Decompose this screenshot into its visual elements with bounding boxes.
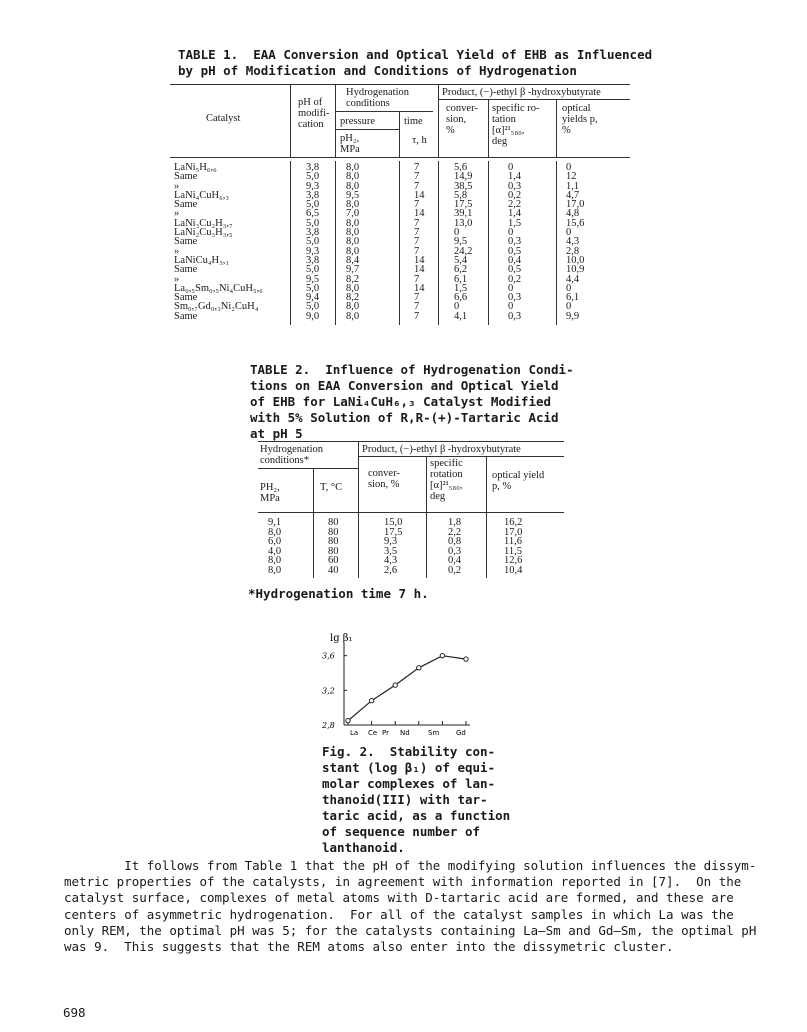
y-tick-label: 3,2 xyxy=(322,686,335,696)
value-cell: 8,0 xyxy=(268,555,282,566)
data-point xyxy=(417,666,421,670)
value-cell: 7,0 xyxy=(346,208,360,220)
catalyst-cell: » xyxy=(174,273,180,285)
value-cell: 7 xyxy=(414,199,420,211)
table1 xyxy=(170,84,630,158)
t2-header-hydrogenation: Hydrogenation conditions* xyxy=(260,444,323,466)
t1-col-rule xyxy=(556,161,557,325)
value-cell: 8,0 xyxy=(346,199,360,211)
catalyst-cell: Same xyxy=(174,171,198,183)
value-cell: 3,8 xyxy=(306,189,320,201)
data-point xyxy=(440,653,444,657)
value-cell: 5,0 xyxy=(306,199,320,211)
value-cell: 5,0 xyxy=(306,282,320,294)
table1-caption: TABLE 1. EAA Conversion and Optical Yield of EHB as Influenced by pH of Modification and Conditions of Hydrogenation xyxy=(178,47,653,78)
value-cell: 4,3 xyxy=(384,555,398,566)
value-cell: 0,3 xyxy=(508,236,522,248)
value-cell: 17,5 xyxy=(454,199,473,211)
table1-header xyxy=(170,84,630,158)
value-cell: 6,5 xyxy=(306,208,320,220)
value-cell: 5,0 xyxy=(306,264,320,276)
value-cell: 0 xyxy=(508,301,514,313)
x-tick-label: Ce xyxy=(368,729,378,737)
x-tick-label: Sm xyxy=(428,729,440,737)
value-cell: 9,0 xyxy=(306,310,320,322)
value-cell: 4,1 xyxy=(454,310,468,322)
value-cell: 9,3 xyxy=(306,180,320,192)
value-cell: 9,1 xyxy=(268,517,282,528)
catalyst-cell: » xyxy=(174,180,180,192)
value-cell: 9,3 xyxy=(384,536,398,547)
table2 xyxy=(258,441,564,513)
value-cell: 1,4 xyxy=(508,208,522,220)
value-cell: 0 xyxy=(566,282,572,294)
series-line xyxy=(348,656,466,721)
value-cell: 14 xyxy=(414,254,425,266)
x-tick-label: La xyxy=(350,729,359,737)
value-cell: 6,1 xyxy=(454,273,468,285)
value-cell: 17,0 xyxy=(504,526,523,538)
value-cell: 80 xyxy=(328,536,339,547)
value-cell: 9,5 xyxy=(346,189,360,201)
value-cell: 0,3 xyxy=(508,180,522,192)
value-cell: 0 xyxy=(454,301,460,313)
figure-caption: Fig. 2. Stability con- stant (log β₁) of equi- molar complexes of lan- thanoid(III) with tar- taric acid, as a function of sequence number of lanthanoid. xyxy=(322,744,511,855)
value-cell: 7 xyxy=(414,310,420,322)
value-cell: 5,0 xyxy=(306,236,320,248)
value-cell: 1,5 xyxy=(508,217,522,229)
value-cell: 6,0 xyxy=(268,536,282,547)
value-cell: 0,4 xyxy=(508,254,522,266)
value-cell: 0 xyxy=(566,227,572,239)
value-cell: 38,5 xyxy=(454,180,473,192)
value-cell: 14,9 xyxy=(454,171,473,183)
value-cell: 40 xyxy=(328,564,339,576)
value-cell: 4,4 xyxy=(566,273,580,285)
value-cell: 14 xyxy=(414,264,425,276)
x-tick-label: Pr xyxy=(382,729,389,737)
header-rotation: specific ro- tation [α]²¹₅₈₀, deg xyxy=(492,103,540,147)
value-cell: 7 xyxy=(414,236,420,248)
header-product: Product, (−)-ethyl β -hydroxybutyrate xyxy=(442,87,601,98)
value-cell: 11,6 xyxy=(504,536,522,547)
t2-col-rule xyxy=(313,512,314,578)
table2-footnote: *Hydrogenation time 7 h. xyxy=(248,586,429,601)
value-cell: 3,8 xyxy=(306,254,320,266)
value-cell: 4,8 xyxy=(566,208,580,220)
value-cell: 8,0 xyxy=(346,227,360,239)
value-cell: 0 xyxy=(508,162,514,173)
value-cell: 9,4 xyxy=(306,292,320,304)
value-cell: 0 xyxy=(566,162,572,173)
y-tick-label: 3,6 xyxy=(322,651,335,661)
value-cell: 5,0 xyxy=(306,217,320,229)
t2-header-conversion: conver- sion, % xyxy=(368,468,400,490)
value-cell: 7 xyxy=(414,162,420,173)
data-point xyxy=(393,683,397,687)
value-cell: 9,9 xyxy=(566,310,580,322)
header-pressure: pressure xyxy=(340,116,375,127)
chart-ylabel: lg β₁ xyxy=(330,633,353,644)
value-cell: 8,0 xyxy=(346,310,360,322)
value-cell: 17,5 xyxy=(384,526,403,538)
table2-caption: TABLE 2. Influence of Hydrogenation Condi- tions on EAA Conversion and Optical Yield of EHB for LaNi₄CuH₆,₃ Catalyst Modified with 5% Solution of R,R-(+)-Tartaric Acid at pH 5 xyxy=(250,362,574,441)
value-cell: 7 xyxy=(414,292,420,304)
value-cell: 3,8 xyxy=(306,162,320,173)
catalyst-cell: Same xyxy=(174,292,198,304)
header-time-unit: τ, h xyxy=(412,135,427,146)
value-cell: 1,1 xyxy=(566,180,580,192)
value-cell: 8,0 xyxy=(346,245,360,257)
page-number: 698 xyxy=(63,1005,86,1020)
value-cell: 7 xyxy=(414,180,420,192)
catalyst-cell: LaNiCu₄H₃,₁ xyxy=(174,254,230,266)
body-paragraph: It follows from Table 1 that the pH of the modifying solution influences the dissym- metric properties of the catalysts, in agreement with information reported in [7]. On the catalyst surface, complexes of metal atoms with D-tartaric acid are formed, and these are centers of asymmetric hydrogenation. For all of the catalyst samples in which La was the only REM, the optimal pH was 5; for the catalysts containing La—Sm and Gd—Sm, the optimal pH was 9. This suggests that the REM atoms also enter into the dissymetric cluster. xyxy=(64,858,757,955)
catalyst-cell: Same xyxy=(174,310,198,322)
value-cell: 6,6 xyxy=(454,292,468,304)
catalyst-cell: LaNi₂Cu₃H₃,₅ xyxy=(174,227,233,239)
catalyst-cell: La₀,₅Sm₀,₅Ni₄CuH₅,₆ xyxy=(174,282,263,294)
value-cell: 2,6 xyxy=(384,564,398,576)
value-cell: 80 xyxy=(328,526,339,538)
y-tick-label: 2,8 xyxy=(322,721,335,730)
value-cell: 1,8 xyxy=(448,517,462,528)
t2-header-rotation: specific rotation [α]²¹₅₈₀, deg xyxy=(430,458,463,502)
value-cell: 16,2 xyxy=(504,517,523,528)
value-cell: 4,0 xyxy=(268,545,282,557)
value-cell: 0,3 xyxy=(508,292,522,304)
value-cell: 1,4 xyxy=(508,171,522,183)
value-cell: 5,4 xyxy=(454,254,468,266)
value-cell: 0 xyxy=(566,301,572,313)
value-cell: 5,6 xyxy=(454,162,468,173)
t1-col-rule xyxy=(335,161,336,325)
t1-col-rule xyxy=(488,161,489,325)
value-cell: 7 xyxy=(414,245,420,257)
value-cell: 7 xyxy=(414,227,420,239)
header-catalyst: Catalyst xyxy=(206,113,241,124)
value-cell: 0,8 xyxy=(448,536,462,547)
value-cell: 2,8 xyxy=(566,245,580,257)
value-cell: 80 xyxy=(328,517,339,528)
value-cell: 7 xyxy=(414,171,420,183)
value-cell: 8,0 xyxy=(346,180,360,192)
catalyst-cell: » xyxy=(174,245,180,257)
value-cell: 15,0 xyxy=(384,517,403,528)
value-cell: 11,5 xyxy=(504,545,522,557)
value-cell: 0,2 xyxy=(448,564,462,576)
value-cell: 7 xyxy=(414,301,420,313)
value-cell: 0,2 xyxy=(508,273,522,285)
value-cell: 0 xyxy=(508,282,514,294)
t1-col-rule xyxy=(438,161,439,325)
t2-col-rule xyxy=(358,512,359,578)
value-cell: 5,0 xyxy=(306,301,320,313)
value-cell: 14 xyxy=(414,208,425,220)
t2-col-rule xyxy=(486,512,487,578)
catalyst-cell: Same xyxy=(174,236,198,248)
catalyst-cell: LaNi₅H₆,₆ xyxy=(174,162,217,173)
data-point xyxy=(346,718,350,722)
value-cell: 7 xyxy=(414,273,420,285)
value-cell: 0,2 xyxy=(508,189,522,201)
value-cell: 0,4 xyxy=(448,555,462,566)
value-cell: 8,0 xyxy=(346,171,360,183)
value-cell: 80 xyxy=(328,545,339,557)
value-cell: 8,0 xyxy=(346,217,360,229)
catalyst-cell: » xyxy=(174,208,180,220)
catalyst-cell: Sm₀,₇Gd₀,₃Ni₂CuH₄ xyxy=(174,301,259,313)
value-cell: 24,2 xyxy=(454,245,473,257)
data-point xyxy=(464,657,468,661)
value-cell: 7 xyxy=(414,217,420,229)
value-cell: 12 xyxy=(566,171,577,183)
value-cell: 8,0 xyxy=(268,564,282,576)
value-cell: 2,2 xyxy=(448,526,462,538)
value-cell: 60 xyxy=(328,555,339,566)
x-tick-label: Nd xyxy=(400,729,410,737)
value-cell: 12,6 xyxy=(504,555,523,566)
value-cell: 0,5 xyxy=(508,264,522,276)
value-cell: 5,0 xyxy=(306,171,320,183)
header-conversion: conver- sion, % xyxy=(446,103,478,136)
value-cell: 10,0 xyxy=(566,254,585,266)
value-cell: 15,6 xyxy=(566,217,585,229)
value-cell: 8,0 xyxy=(346,162,360,173)
value-cell: 9,5 xyxy=(454,236,468,248)
value-cell: 0,3 xyxy=(448,545,462,557)
value-cell: 6,1 xyxy=(566,292,580,304)
catalyst-cell: Same xyxy=(174,199,198,211)
header-optical: optical yields p, % xyxy=(562,103,598,136)
value-cell: 4,7 xyxy=(566,189,580,201)
catalyst-cell: LaNi₄CuH₆,₃ xyxy=(174,189,230,201)
value-cell: 8,2 xyxy=(346,292,360,304)
value-cell: 0,5 xyxy=(508,245,522,257)
value-cell: 8,0 xyxy=(346,301,360,313)
value-cell: 17,0 xyxy=(566,199,585,211)
t2-header-temp: T, °C xyxy=(320,482,343,493)
value-cell: 8,0 xyxy=(268,526,282,538)
value-cell: 8,0 xyxy=(346,282,360,294)
value-cell: 10,9 xyxy=(566,264,585,276)
catalyst-cell: Same xyxy=(174,264,198,276)
value-cell: 39,1 xyxy=(454,208,473,220)
x-tick-label: Gd xyxy=(456,729,466,737)
value-cell: 3,5 xyxy=(384,545,398,557)
value-cell: 3,8 xyxy=(306,227,320,239)
t2-header-pressure: PH₂, MPa xyxy=(260,482,280,504)
t1-col-rule xyxy=(290,161,291,325)
stability-chart xyxy=(318,625,498,740)
value-cell: 0 xyxy=(508,227,514,239)
data-point xyxy=(369,699,373,703)
value-cell: 9,3 xyxy=(306,245,320,257)
value-cell: 14 xyxy=(414,189,425,201)
value-cell: 8,2 xyxy=(346,273,360,285)
header-time: time xyxy=(404,116,423,127)
t1-col-rule xyxy=(399,161,400,325)
header-ph: pH of modifi- cation xyxy=(298,97,330,130)
value-cell: 9,5 xyxy=(306,273,320,285)
value-cell: 14 xyxy=(414,282,425,294)
value-cell: 0 xyxy=(454,227,460,239)
t2-header-product: Product, (−)-ethyl β -hydroxybutyrate xyxy=(362,444,521,455)
t2-col-rule xyxy=(426,512,427,578)
value-cell: 0,3 xyxy=(508,310,522,322)
catalyst-cell: LaNi₃Cu₂H₃,₇ xyxy=(174,217,233,229)
value-cell: 9,7 xyxy=(346,264,360,276)
value-cell: 2,2 xyxy=(508,199,522,211)
value-cell: 6,2 xyxy=(454,264,468,276)
value-cell: 4,3 xyxy=(566,236,580,248)
table2-header xyxy=(258,441,564,513)
value-cell: 13,0 xyxy=(454,217,473,229)
t2-header-optical: optical yield p, % xyxy=(492,470,545,492)
header-pressure-unit: pH₂, MPa xyxy=(340,133,360,155)
value-cell: 5,8 xyxy=(454,189,468,201)
value-cell: 10,4 xyxy=(504,564,523,576)
value-cell: 1,5 xyxy=(454,282,468,294)
value-cell: 8,4 xyxy=(346,254,360,266)
header-hydrogenation: Hydrogenation conditions xyxy=(346,87,409,109)
value-cell: 8,0 xyxy=(346,236,360,248)
